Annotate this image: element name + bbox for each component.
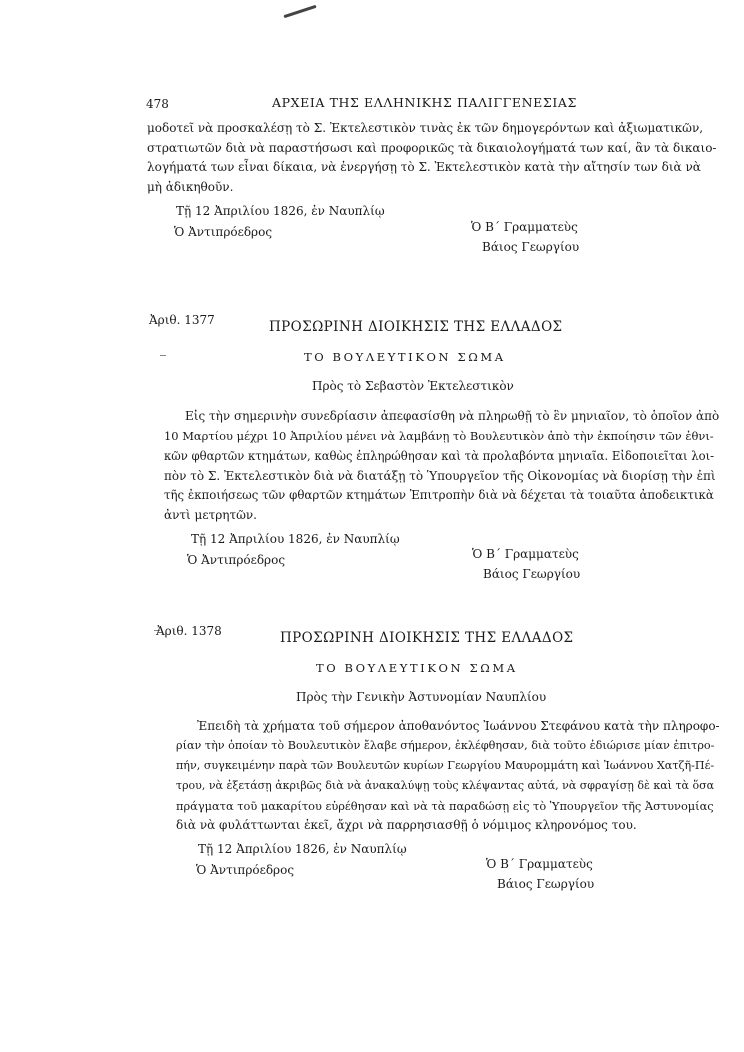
text-line: μὴ ἀδικηθοῦν. bbox=[147, 180, 234, 194]
document-number: Ἀριθ. 1378 bbox=[156, 624, 222, 638]
text-line: Ἐπειδὴ τὰ χρήματα τοῦ σήμερον ἀποθανόντος Ἰωάννου Στεφάνου κατὰ τὴν πληροφο- bbox=[197, 719, 720, 733]
text-line: τῆς ἐκποιήσεως τῶν φθαρτῶν κτημάτων Ἐπιτροπὴν διὰ νὰ δέχεται τὰ τοιαῦτα ἀποδεικτικὰ bbox=[164, 488, 714, 502]
document-title: ΠΡΟΣΩΡΙΝΗ ΔΙΟΙΚΗΣΙΣ ΤΗΣ ΕΛΛΑΔΟΣ bbox=[269, 319, 563, 335]
addressee: Πρὸς τὴν Γενικὴν Ἀστυνομίαν Ναυπλίου bbox=[296, 690, 547, 704]
margin-dash bbox=[160, 355, 166, 356]
secretary-title: Ὁ Β΄ Γραμματεὺς bbox=[472, 547, 579, 561]
text-line: τρου, νὰ ἐξετάσῃ ἀκριβῶς διὰ νὰ ἀνακαλύψῃ τοὺς κλέψαντας αὐτά, νὰ σφραγίσῃ δὲ καὶ τὰ ὅσα bbox=[176, 779, 715, 792]
date-line: Τῇ 12 Ἀπριλίου 1826, ἐν Ναυπλίῳ bbox=[176, 204, 385, 218]
document-number: Ἀριθ. 1377 bbox=[149, 313, 215, 327]
running-title: ΑΡΧΕΙΑ ΤΗΣ ΕΛΛΗΝΙΚΗΣ ΠΑΛΙΓΓΕΝΕΣΙΑΣ bbox=[272, 95, 577, 110]
text-line: Εἰς τὴν σημερινὴν συνεδρίασιν ἀπεφασίσθη νὰ πληρωθῇ τὸ ἓν μηνιαῖον, τὸ ὁποῖον ἀπὸ bbox=[185, 409, 720, 423]
vice-president-signature: Ὁ Ἀντιπρόεδρος bbox=[174, 225, 273, 239]
text-line: πὸν τὸ Σ. Ἐκτελεστικὸν διὰ νὰ διατάξῃ τὸ Ὑπουργεῖον τῆς Οἰκονομίας νὰ διορίσῃ τὴν ἐπὶ bbox=[164, 469, 716, 483]
vice-president-signature: Ὁ Ἀντιπρόεδρος bbox=[196, 863, 295, 877]
text-line: διὰ νὰ φυλάττωνται ἐκεῖ, ἄχρι νὰ παρρησιασθῇ ὁ νόμιμος κληρονόμος του. bbox=[176, 818, 637, 832]
secretary-title: Ὁ Β΄ Γραμματεὺς bbox=[486, 857, 593, 871]
addressee: Πρὸς τὸ Σεβαστὸν Ἐκτελεστικὸν bbox=[312, 379, 514, 393]
text-line: μοδοτεῖ νὰ προσκαλέσῃ τὸ Σ. Ἐκτελεστικὸν τινὰς ἐκ τῶν δημογερόντων καὶ ἀξιωματικῶν, bbox=[147, 121, 704, 135]
document-title: ΠΡΟΣΩΡΙΝΗ ΔΙΟΙΚΗΣΙΣ ΤΗΣ ΕΛΛΑΔΟΣ bbox=[280, 630, 574, 646]
scan-mark bbox=[283, 5, 316, 18]
secretary-name: Βάιος Γεωργίου bbox=[483, 567, 581, 581]
text-line: στρατιωτῶν διὰ νὰ παραστήσωσι καὶ προφορικῶς τὰ δικαιολογήματά των καί, ἂν τὰ δικαιο- bbox=[147, 141, 717, 155]
text-line: ρίαν τὴν ὁποίαν τὸ Βουλευτικὸν ἔλαβε σήμερον, ἐκλέφθησαν, διὰ τοῦτο ἐδιώρισε μίαν ἐπιτρο- bbox=[176, 739, 715, 752]
date-line: Τῇ 12 Ἀπριλίου 1826, ἐν Ναυπλίῳ bbox=[191, 532, 400, 546]
text-line: πράγματα τοῦ μακαρίτου εὑρέθησαν καὶ νὰ τὰ παραδώσῃ εἰς τὸ Ὑπουργεῖον τῆς Ἀστυνομίας bbox=[176, 799, 714, 813]
issuing-body: ΤΟ ΒΟΥΛΕΥΤΙΚΟΝ ΣΩΜΑ bbox=[316, 661, 518, 675]
text-line: πήν, συγκειμένην παρὰ τῶν Βουλευτῶν κυρίων Γεωργίου Μαυρομμάτη καὶ Ἰωάννου Χατζῆ-Πέ- bbox=[176, 759, 715, 772]
secretary-title: Ὁ Β΄ Γραμματεὺς bbox=[471, 220, 578, 234]
text-line: λογήματά των εἶναι δίκαια, νὰ ἐνεργήσῃ τὸ Σ. Ἐκτελεστικὸν κατὰ τὴν αἴτησίν των διὰ νὰ bbox=[147, 160, 701, 174]
issuing-body: ΤΟ ΒΟΥΛΕΥΤΙΚΟΝ ΣΩΜΑ bbox=[304, 350, 506, 364]
date-line: Τῇ 12 Ἀπριλίου 1826, ἐν Ναυπλίῳ bbox=[198, 842, 407, 856]
secretary-name: Βάιος Γεωργίου bbox=[482, 240, 580, 254]
text-line: κῶν φθαρτῶν κτημάτων, καθὼς ἐπληρώθησαν καὶ τὰ προλαβόντα μηνιαῖα. Εἰδοποιεῖται λοι- bbox=[164, 449, 715, 463]
text-line: 10 Μαρτίου μέχρι 10 Ἀπριλίου μένει νὰ λαμβάνῃ τὸ Βουλευτικὸν ἀπὸ τὴν ἐκποίησιν τῶν ἐθνι- bbox=[164, 429, 714, 443]
secretary-name: Βάιος Γεωργίου bbox=[497, 877, 595, 891]
text-line: ἀντὶ μετρητῶν. bbox=[164, 508, 257, 522]
page-number: 478 bbox=[146, 97, 169, 111]
vice-president-signature: Ὁ Ἀντιπρόεδρος bbox=[187, 553, 286, 567]
